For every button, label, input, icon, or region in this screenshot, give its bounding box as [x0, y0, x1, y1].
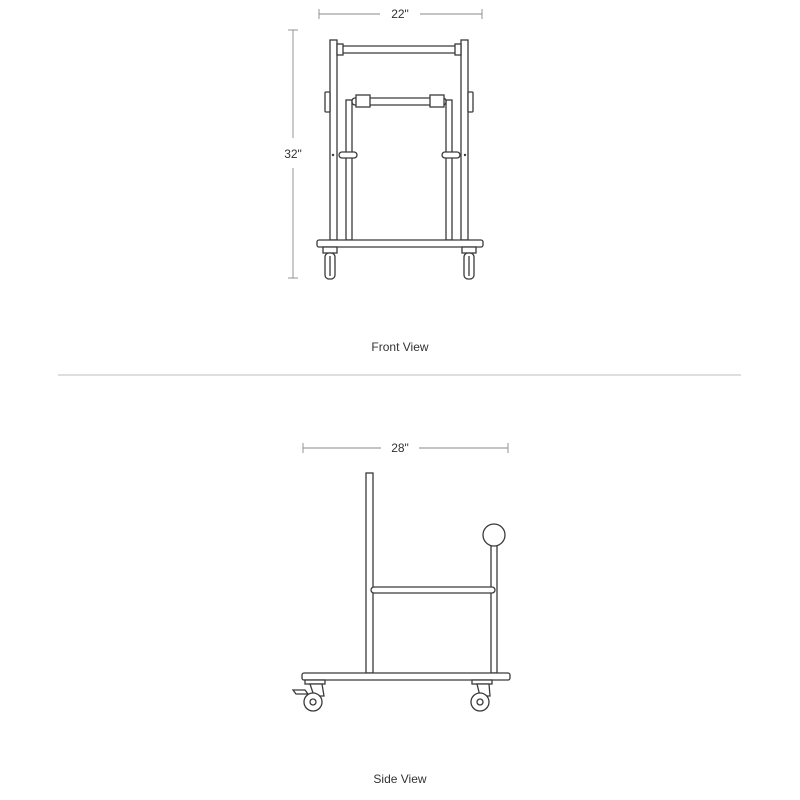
left-inner-upright	[346, 100, 352, 240]
handle-post	[491, 545, 497, 673]
side-depth-dimension	[303, 441, 508, 455]
side-base	[302, 673, 510, 680]
front-cart-drawing	[317, 40, 483, 279]
left-knob	[325, 92, 330, 112]
front-height-label: 32"	[284, 147, 302, 161]
side-shelf-bar	[371, 587, 495, 593]
right-upright	[461, 40, 468, 240]
front-base	[317, 240, 483, 247]
front-width-dimension	[319, 7, 482, 21]
right-knob	[468, 92, 473, 112]
front-width-label: 22"	[391, 7, 409, 21]
top-bar	[341, 46, 459, 53]
side-view-caption: Side View	[373, 772, 427, 786]
front-height-dimension	[284, 30, 302, 278]
left-upright	[330, 40, 337, 240]
side-cart-drawing	[293, 473, 510, 711]
handle-ball	[483, 524, 505, 546]
side-upright	[366, 473, 373, 673]
front-view-caption: Front View	[371, 340, 429, 354]
front-view	[284, 7, 483, 354]
side-right-caster	[471, 680, 492, 711]
side-depth-label: 28"	[391, 441, 409, 455]
front-right-caster	[462, 247, 476, 279]
right-inner-upright	[446, 100, 452, 240]
side-left-caster	[293, 680, 325, 711]
front-left-caster	[323, 247, 337, 279]
side-view	[293, 441, 510, 786]
